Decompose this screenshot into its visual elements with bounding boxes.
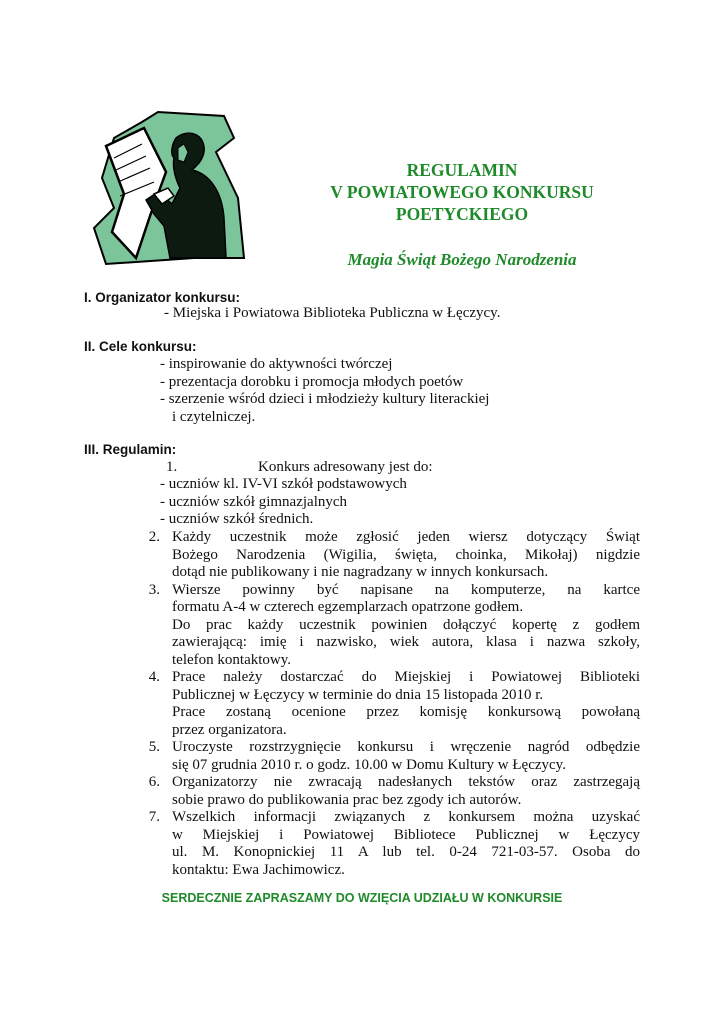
- point-3-line: Do prac każdy uczestnik powinien dołączyć kopertę z godłem: [172, 617, 640, 633]
- point-3-number: 3.: [148, 582, 160, 598]
- point-4-line: przez organizatora.: [172, 722, 287, 738]
- list-item: - szerzenie wśród dzieci i młodzieży kultury literackiej: [160, 391, 490, 407]
- list-item: - uczniów kl. IV-VI szkół podstawowych: [160, 476, 407, 492]
- point-4-line: Prace zostaną ocenione przez komisję konkursową powołaną: [172, 704, 640, 720]
- point-3-line: formatu A-4 w czterech egzemplarzach opatrzone godłem.: [172, 599, 524, 615]
- title-line-1: REGULAMIN: [406, 160, 518, 180]
- point-7-line: w Miejskiej i Powiatowej Bibliotece Publicznej w Łęczycy: [172, 827, 640, 843]
- section-1-item: - Miejska i Powiatowa Biblioteka Publiczna w Łęczycy.: [164, 305, 501, 321]
- list-item: - prezentacja dorobku i promocja młodych poetów: [160, 374, 464, 390]
- point-5-number: 5.: [148, 739, 160, 755]
- point-7-line: kontaktu: Ewa Jachimowicz.: [172, 862, 345, 878]
- point-6-line: sobie prawo do publikowania prac bez zgody ich autorów.: [172, 792, 522, 808]
- point-2-line: Każdy uczestnik może zgłosić jeden wiersz dotyczący Świąt: [172, 529, 640, 545]
- title-line-2: V POWIATOWEGO KONKURSU: [330, 182, 594, 202]
- point-3-line: zawierającą: imię i nazwisko, wiek autora, klasa i nazwa szkoły,: [172, 634, 640, 650]
- closing-invitation: SERDECZNIE ZAPRASZAMY DO WZIĘCIA UDZIAŁU W KONKURSIE: [161, 891, 563, 905]
- point-7-line: Wszelkich informacji związanych z konkursem można uzyskać: [172, 809, 640, 825]
- subtitle: Magia Świąt Bożego Narodzenia: [347, 250, 577, 269]
- point-7-line: ul. M. Konopnickiej 11 A lub tel. 0-24 721-03-57. Osoba do: [172, 844, 640, 860]
- point-1-number: 1.: [166, 459, 178, 475]
- section-3-heading: III. Regulamin:: [84, 442, 177, 457]
- point-5-line: Uroczyste rozstrzygnięcie konkursu i wręczenie nagród odbędzie: [172, 739, 640, 755]
- section-1-heading: I. Organizator konkursu:: [84, 290, 241, 305]
- point-3-line: telefon kontaktowy.: [172, 652, 291, 668]
- list-item: i czytelniczej.: [172, 409, 256, 425]
- point-2-number: 2.: [148, 529, 160, 545]
- reader-illustration: [84, 108, 264, 268]
- list-item: - uczniów szkół gimnazjalnych: [160, 494, 348, 510]
- point-6-line: Organizatorzy nie zwracają nadesłanych tekstów oraz zastrzegają: [172, 774, 640, 790]
- point-3-line: Wiersze powinny być napisane na komputerze, na kartce: [172, 582, 640, 598]
- title-line-3: POETYCKIEGO: [395, 204, 529, 224]
- point-6-number: 6.: [148, 774, 160, 790]
- point-2-line: dotąd nie publikowany i nie nagradzany w innych konkursach.: [172, 564, 549, 580]
- point-4-number: 4.: [148, 669, 160, 685]
- point-7-number: 7.: [148, 809, 160, 825]
- point-5-line: się 07 grudnia 2010 r. o godz. 10.00 w Domu Kultury w Łęczycy.: [172, 757, 566, 773]
- point-4-line: Publicznej w Łęczycy w terminie do dnia 15 listopada 2010 r.: [172, 687, 544, 703]
- point-2-line: Bożego Narodzenia (Wigilia, święta, choinka, Mikołaj) nigdzie: [172, 547, 640, 563]
- section-2-heading: II. Cele konkursu:: [84, 339, 197, 354]
- point-1-text: Konkurs adresowany jest do:: [258, 459, 433, 475]
- list-item: - uczniów szkół średnich.: [160, 511, 314, 527]
- point-4-line: Prace należy dostarczać do Miejskiej i Powiatowej Biblioteki: [172, 669, 640, 685]
- list-item: - inspirowanie do aktywności twórczej: [160, 356, 393, 372]
